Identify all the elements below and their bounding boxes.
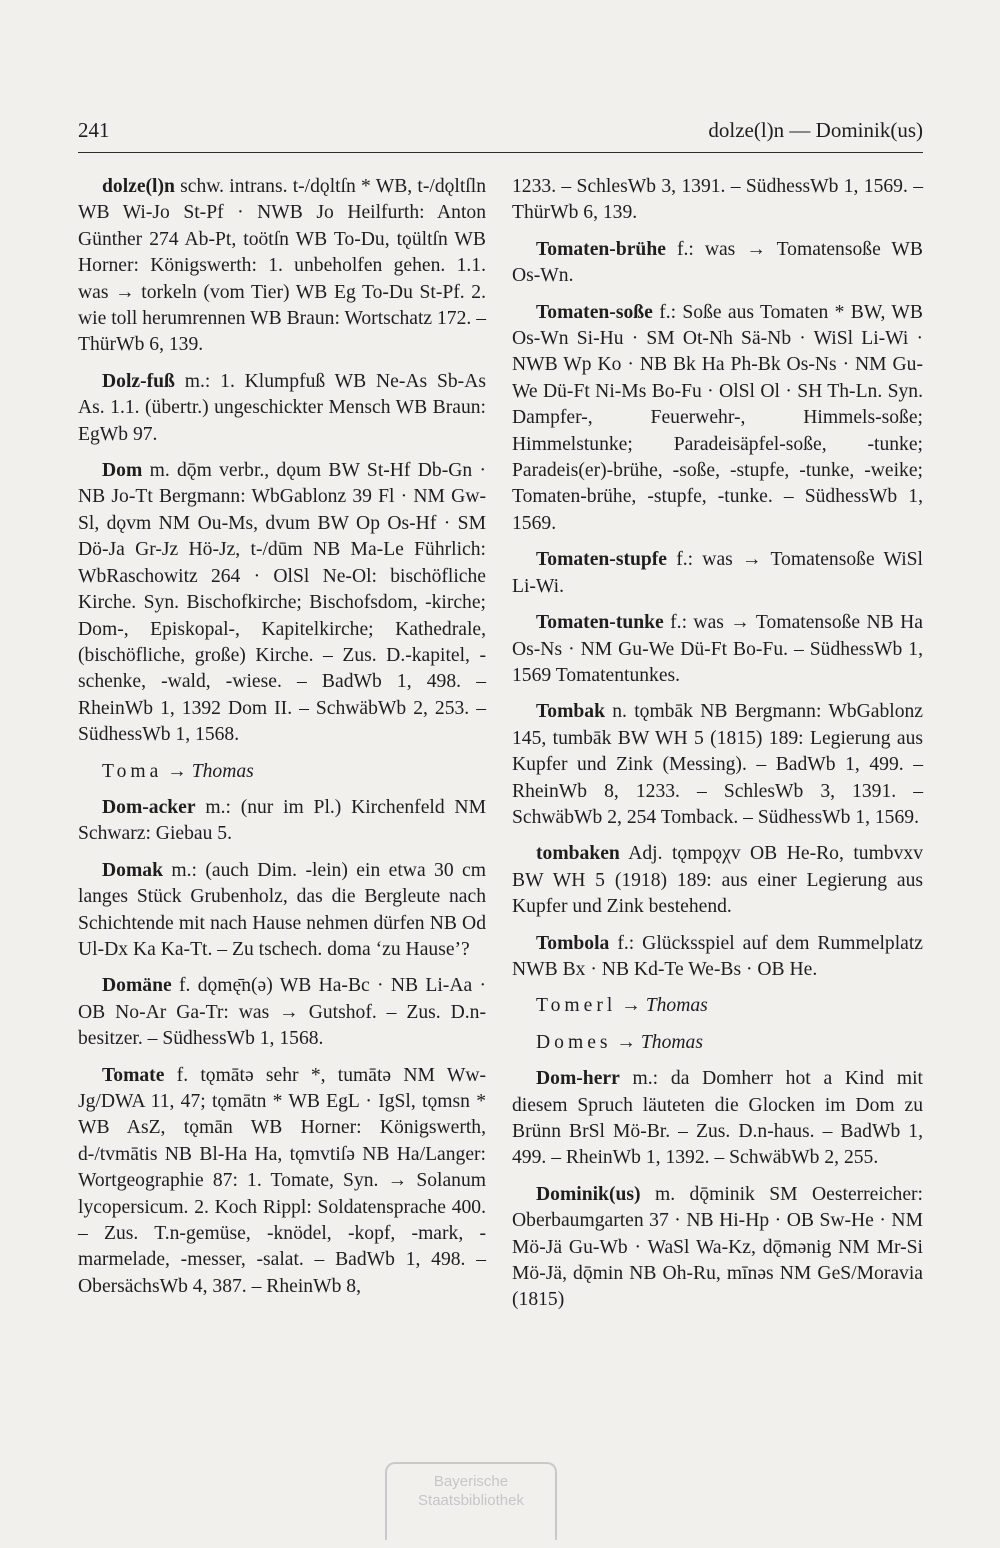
entry-text: Adj. tǫmpǫχv OB He-Ro, tumbvxv BW WH 5 (1918) 189: aus einer Legierung aus Kupfer und Zink bestehend.: [512, 843, 923, 918]
entry-headword: Domes: [536, 1031, 612, 1053]
entry-text: f. dǫmę̄n(ə) WB Ha-Bc · NB Li-Aa · OB No-Ar Ga-Tr: was → Gutshof. – Zus. D.n-besitzer. – SüdhessWb 1, 1568.: [78, 975, 486, 1050]
dictionary-entry: [512, 300, 923, 538]
dictionary-entry: [78, 795, 486, 848]
entry-text: m. dǭm verbr., dǫum BW St-Hf Db-Gn · NB Jo-Tt Bergmann: WbGablonz 39 Fl · NM Gw-Sl, dǫvm NM Ou-Ms, dvum BW Op Os-Hf · SM Dö-Ja Gr-Jz Hö-Jz, t-/dūm NB Ma-Le Führlich: WbRaschowitz 264 · OlSl Ne-Ol: bischöfliche Kirche. Syn. Bischofkirche; Bischofsdom, -kirche; Dom-, Episkopal-, Kapitelkirche; Kathedrale, (bischöfliche, große) Kirche. – Zus. D.-kapitel, -schenke, -wald, -wiese. – BadWb 1, 498. – RheinWb 1, 1392 Dom II. – SchwäbWb 2, 253. – SüdhessWb 1, 1568.: [78, 460, 486, 746]
dictionary-entry: [512, 1182, 923, 1314]
page-number: 241: [78, 118, 110, 142]
entry-text: m.: (auch Dim. -lein) ein etwa 30 cm langes Stück Grubenholz, das die Bergleute nach Schichtende mit nach Hause nehmen dürfen NB Od Ul-Dx Ka Ka-Tt. – Zu tschech. doma ‘zu Hause’?: [78, 859, 486, 960]
entry-headword: Domak: [102, 859, 163, 881]
entry-text: m.: 1. Klumpfuß WB Ne-As Sb-As As. 1.1. (übertr.) ungeschickter Mensch WB Braun: EgWb 97.: [78, 370, 486, 445]
entry-text: f.: was → Tomatensoße WB Os-Wn.: [512, 238, 923, 287]
entry-headword: Toma: [102, 760, 163, 782]
dictionary-entry: [512, 1030, 923, 1056]
entry-headword: Tomaten-stupfe: [536, 549, 667, 571]
dictionary-entry: [512, 1066, 923, 1172]
entry-headword: Tombak: [536, 701, 605, 723]
entry-headword: Tomaten-brühe: [536, 238, 666, 260]
dictionary-entry: [78, 858, 486, 964]
stamp-line-2: Staatsbibliothek: [418, 1492, 524, 1509]
dictionary-entry: [512, 547, 923, 600]
dictionary-entry: [512, 174, 923, 227]
dictionary-entry: [512, 699, 923, 831]
entry-text: m. dǭminik SM Oesterreicher: Oberbaumgarten 37 · NB Hi-Hp · OB Sw-He · NM Mö-Jä Gu-Wb · WaSl Wa-Kz, dǭmənig NM Mr-Si Mö-Jä, dǭmin NB Oh-Ru, mīnəs NM GeS/Moravia (1815): [512, 1183, 923, 1311]
entry-headword: Dom-herr: [536, 1068, 620, 1090]
dictionary-entry: [78, 759, 486, 785]
entry-headword: Tomaten-soße: [536, 301, 653, 323]
page-header: [78, 118, 923, 153]
entry-text: n. tǫmbāk NB Bergmann: WbGablonz 145, tumbāk BW WH 5 (1815) 189: Legierung aus Kupfer und Zink (Messing). – BadWb 1, 499. – RheinWb 8, 1233. – SchlesWb 3, 1391. – SchwäbWb 2, 254 Tomback. – SüdhessWb 1, 1569.: [512, 701, 923, 828]
entry-text: → Thomas: [162, 760, 254, 782]
entry-text: f.: Soße aus Tomaten * BW, WB Os-Wn Si-Hu · SM Ot-Nh Sä-Nb · WiSl Li-Wi · NWB Wp Ko · NB Bk Ha Ph-Bk Os-Ns · NM Gu-We Dü-Ft Ni-Ms Bo-Fu · OlSl Ol · SH Th-Ln. Syn. Dampfer-, Feuerwehr-, Himmels-soße; Himmelstunke; Paradeisäpfel-soße, -tunke; Paradeis(er)-brühe, -soße, -stupfe, -tunke, -weike; Tomaten-brühe, -stupfe, -tunke. – SüdhessWb 1, 1569.: [512, 301, 923, 534]
entry-text: f.: was → Tomatensoße WiSl Li-Wi.: [512, 549, 923, 597]
entry-headword: dolze(l)n: [102, 176, 175, 197]
dictionary-entry: [512, 931, 923, 984]
entry-text: f. tǫmātə sehr *, tumātə NM Ww-Jg/DWA 11, 47; tǫmātn * WB EgL · IgSl, tǫmsn * WB AsZ, tǫmān WB Horner: Königswerth, d-/tvmātis NB Bl-Ha Ha, tǫmvtiſə NB Ha/Langer: Wortgeographie 87: 1. Tomate, Syn. → Solanum lycopersicum. 2. Koch Rippl: Soldatensprache 400. – Zus. T.n-gemüse, -knödel, -kopf, -mark, -marmelade, -messer, -salat. – BadWb 1, 498. – ObersächsWb 4, 387. – RheinWb 8,: [78, 1064, 486, 1297]
dictionary-entry: [78, 1063, 486, 1301]
entry-text: m.: da Domherr hot a Kind mit diesem Spruch läuteten die Glocken im Dom zu Brünn BrSl Mö-Br. – Zus. D.n-haus. – BadWb 1, 499. – RheinWb 1, 1392. – SchwäbWb 2, 255.: [512, 1068, 923, 1169]
entry-headword: Dolz-fuß: [102, 370, 175, 392]
entry-text: 1233. – SchlesWb 3, 1391. – SüdhessWb 1, 1569. – ThürWb 6, 139.: [512, 176, 923, 224]
running-head: dolze(l)n — Dominik(us): [708, 118, 923, 142]
library-stamp: [385, 1462, 557, 1540]
entry-text: schw. intrans. t-/dǫltſn * WB, t-/dǫltſln WB Wi-Jo St-Pf · NWB Jo Heilfurth: Anton Günther 274 Ab-Pt, toötſn WB To-Du, tǫültſn WB Horner: Königswerth: 1. unbeholfen gehen. 1.1. was → torkeln (vom Tier) WB Eg To-Du St-Pf. 2. wie toll herumrennen WB Braun: Wortschatz 172. – ThürWb 6, 139.: [78, 176, 486, 356]
entry-headword: Domäne: [102, 975, 172, 997]
entry-headword: tombaken: [536, 843, 620, 865]
dictionary-entry: [78, 458, 486, 748]
entry-text: f.: Glücksspiel auf dem Rummelplatz NWB Bx · NB Kd-Te We-Bs · OB He.: [512, 932, 923, 980]
entry-headword: Tomate: [102, 1064, 165, 1086]
entry-headword: Tombola: [536, 932, 610, 954]
entry-headword: Tomerl: [536, 995, 617, 1017]
dictionary-entry: [78, 973, 486, 1052]
stamp-line-1: Bayerische: [433, 1473, 509, 1490]
dictionary-entry: [512, 841, 923, 920]
dictionary-entry: [78, 174, 486, 359]
dictionary-entry: [512, 237, 923, 290]
entry-text: → Thomas: [616, 995, 708, 1017]
entry-headword: Dom: [102, 460, 143, 482]
dictionary-entry: [512, 610, 923, 689]
entry-headword: Dom-acker: [102, 796, 196, 818]
dictionary-entry: [78, 369, 486, 448]
entry-text: f.: was → Tomatensoße NB Ha Os-Ns · NM Gu-We Dü-Ft Bo-Fu. – SüdhessWb 1, 1569 Tomatentunkes.: [512, 612, 923, 686]
left-column: [78, 174, 486, 1310]
dictionary-entry: [512, 993, 923, 1019]
entry-text: → Thomas: [611, 1031, 703, 1053]
entry-headword: Dominik(us): [536, 1183, 641, 1205]
entry-text: m.: (nur im Pl.) Kirchenfeld NM Schwarz: Giebau 5.: [78, 796, 486, 845]
entry-headword: Tomaten-tunke: [536, 612, 664, 634]
right-column: [512, 174, 923, 1324]
